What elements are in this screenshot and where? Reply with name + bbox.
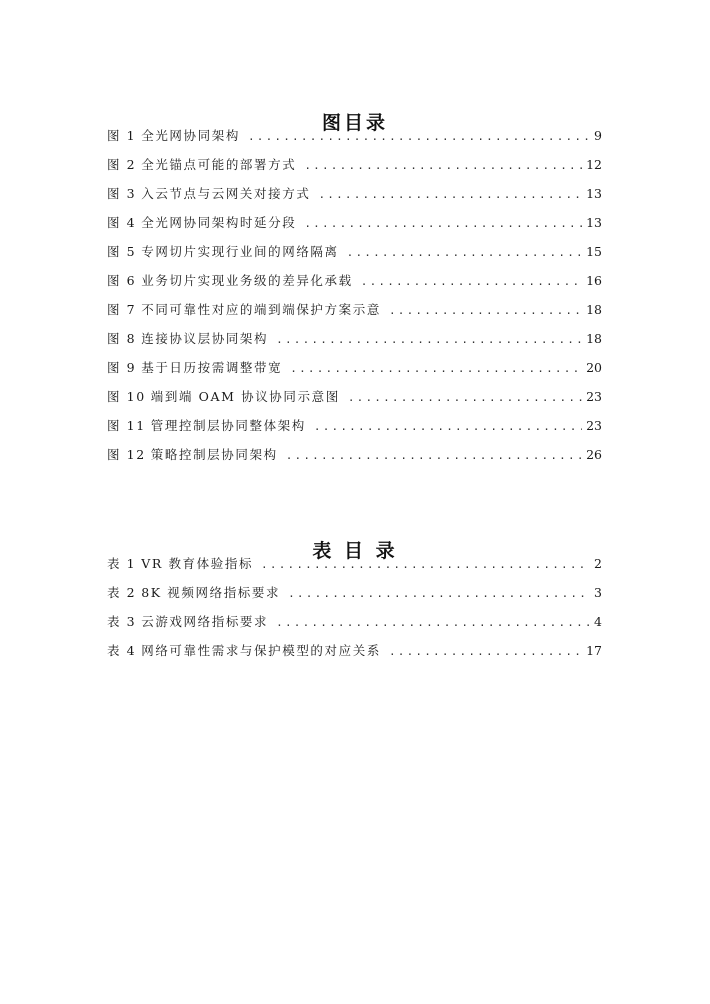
dot-leader (276, 332, 582, 348)
toc-entry-label: 图 1 (107, 128, 137, 143)
toc-entry-caption: 8K 视频网络指标要求 (141, 585, 281, 600)
figure-entry[interactable] (107, 302, 602, 331)
toc-entry-page-number: 23 (586, 418, 602, 433)
table-list (107, 556, 602, 672)
toc-entry-page-number: 12 (586, 157, 602, 172)
toc-entry-label: 表 4 (107, 643, 137, 658)
table-entry[interactable] (107, 643, 602, 672)
figure-entry[interactable] (107, 128, 602, 157)
toc-entry-page-number: 3 (594, 585, 602, 600)
toc-entry-caption: 云游戏网络指标要求 (141, 614, 269, 629)
toc-entry-caption: 管理控制层协同整体架构 (150, 418, 306, 433)
table-list-title: 表 目 录 (312, 539, 398, 562)
toc-entry-label: 图 12 (107, 447, 146, 462)
toc-entry-caption: 策略控制层协同架构 (150, 447, 278, 462)
toc-entry-caption: 专网切片实现行业间的网络隔离 (141, 244, 339, 259)
toc-entry-page-number: 18 (586, 331, 602, 346)
toc-entry-label: 表 2 (107, 585, 137, 600)
toc-entry-page-number: 4 (594, 614, 602, 629)
toc-entry-label: 图 11 (107, 418, 146, 433)
toc-entry-label: 图 4 (107, 215, 137, 230)
figure-entry[interactable] (107, 273, 602, 302)
toc-entry-caption: 网络可靠性需求与保护模型的对应关系 (141, 643, 381, 658)
dot-leader (318, 187, 582, 203)
figure-entry[interactable] (107, 331, 602, 360)
toc-entry-label: 图 10 (107, 389, 146, 404)
toc-entry-caption: 全光网协同架构时延分段 (141, 215, 297, 230)
dot-leader (288, 586, 590, 602)
toc-entry-page-number: 9 (594, 128, 602, 143)
dot-leader (389, 644, 582, 660)
dot-leader (348, 390, 582, 406)
dot-leader (248, 129, 590, 145)
figure-entry[interactable] (107, 418, 602, 447)
toc-entry-page-number: 2 (594, 556, 602, 571)
figure-entry[interactable] (107, 360, 602, 389)
figure-list (107, 128, 602, 476)
toc-entry-caption: 业务切片实现业务级的差异化承载 (141, 273, 353, 288)
toc-entry-caption: 端到端 OAM 协议协同示意图 (150, 389, 340, 404)
toc-entry-page-number: 17 (586, 643, 602, 658)
figure-entry[interactable] (107, 215, 602, 244)
figure-entry[interactable] (107, 447, 602, 476)
toc-entry-caption: 全光网协同架构 (141, 128, 240, 143)
dot-leader (261, 557, 590, 573)
dot-leader (276, 615, 590, 631)
dot-leader (389, 303, 582, 319)
dot-leader (361, 274, 582, 290)
dot-leader (304, 158, 582, 174)
toc-entry-page-number: 15 (586, 244, 602, 259)
toc-entry-label: 图 9 (107, 360, 137, 375)
toc-entry-page-number: 13 (586, 215, 602, 230)
figure-list-title: 图目录 (321, 111, 388, 134)
toc-entry-page-number: 18 (586, 302, 602, 317)
toc-entry-page-number: 13 (586, 186, 602, 201)
dot-leader (286, 448, 582, 464)
figure-entry[interactable] (107, 186, 602, 215)
table-entry[interactable] (107, 585, 602, 614)
toc-entry-label: 表 1 (107, 556, 137, 571)
toc-entry-label: 图 7 (107, 302, 137, 317)
toc-entry-caption: 全光锚点可能的部署方式 (141, 157, 297, 172)
toc-entry-page-number: 26 (586, 447, 602, 462)
dot-leader (347, 245, 582, 261)
toc-entry-caption: 不同可靠性对应的端到端保护方案示意 (141, 302, 381, 317)
toc-entry-label: 图 5 (107, 244, 137, 259)
dot-leader (290, 361, 582, 377)
figure-entry[interactable] (107, 157, 602, 186)
toc-entry-label: 图 2 (107, 157, 137, 172)
dot-leader (304, 216, 582, 232)
dot-leader (314, 419, 582, 435)
toc-entry-label: 图 3 (107, 186, 137, 201)
toc-entry-caption: 基于日历按需调整带宽 (141, 360, 283, 375)
figure-entry[interactable] (107, 389, 602, 418)
toc-entry-label: 图 6 (107, 273, 137, 288)
table-entry[interactable] (107, 614, 602, 643)
toc-entry-caption: 连接协议层协同架构 (141, 331, 269, 346)
toc-entry-label: 图 8 (107, 331, 137, 346)
toc-entry-caption: VR 教育体验指标 (141, 556, 254, 571)
toc-entry-label: 表 3 (107, 614, 137, 629)
toc-entry-caption: 入云节点与云网关对接方式 (141, 186, 311, 201)
figure-entry[interactable] (107, 244, 602, 273)
table-entry[interactable] (107, 556, 602, 585)
toc-entry-page-number: 16 (586, 273, 602, 288)
toc-entry-page-number: 23 (586, 389, 602, 404)
toc-entry-page-number: 20 (586, 360, 602, 375)
